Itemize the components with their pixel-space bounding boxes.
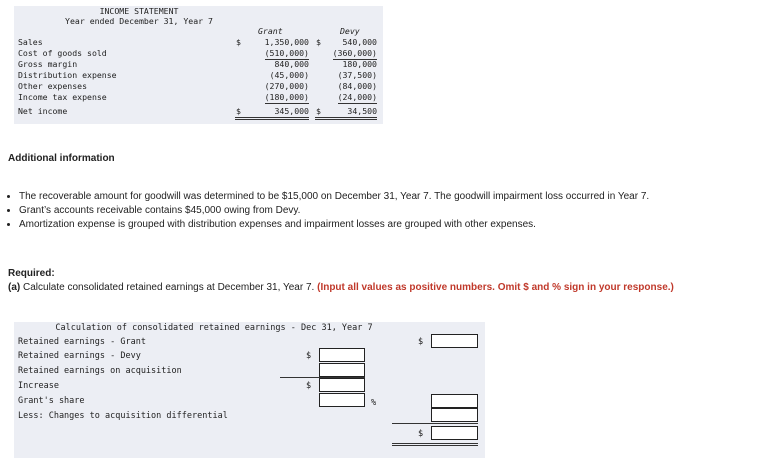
info-bullet-receivable: • Grant’s accounts receivable contains $45,000 owing from Devy. <box>19 205 731 217</box>
col-header-devy: Devy <box>340 26 360 36</box>
total-double-line <box>392 443 478 446</box>
statement-period: Year ended December 31, Year 7 <box>65 16 213 26</box>
calc-row-re-grant: Retained earnings - Grant <box>18 337 146 347</box>
re-grant-input[interactable] <box>431 334 478 348</box>
income-statement <box>14 6 383 124</box>
row-income-tax: Income tax expense (180,000) (24,000) <box>18 92 377 102</box>
row-distribution: Distribution expense (45,000) (37,500) <box>18 70 377 80</box>
calc-title: Calculation of consolidated retained earnings - Dec 31, Year 7 <box>55 323 373 333</box>
additional-info-list <box>8 191 731 233</box>
row-other-expenses: Other expenses (270,000) (84,000) <box>18 81 377 91</box>
statement-title: INCOME STATEMENT <box>99 6 179 16</box>
info-bullet-goodwill: • The recoverable amount for goodwill was determined to be $15,000 on December 31, Year 7. The goodwill impairment loss occurred in Year 7. <box>19 191 731 203</box>
total-line <box>392 423 478 424</box>
calc-row-grant-share: Grant's share <box>18 396 85 406</box>
calc-row-less-changes: Less: Changes to acquisition differential <box>18 411 228 421</box>
required-question: (a) Calculate consolidated retained earnings at December 31, Year 7. (Input all values as positive numbers. Omit $ and % sign in your response.) <box>8 282 674 293</box>
col-header-grant: Grant <box>258 26 283 36</box>
row-net-income: Net income $ 345,000 $ 34,500 <box>18 106 383 117</box>
additional-info-heading: Additional information <box>8 153 115 164</box>
consolidated-total-input[interactable] <box>431 426 478 440</box>
calc-row-increase: Increase <box>18 381 59 391</box>
required-heading: Required: <box>8 268 55 279</box>
row-cogs: Cost of goods sold (510,000) (360,000) <box>18 48 377 58</box>
grant-share-percent-input[interactable] <box>319 393 365 407</box>
row-gross-margin: Gross margin 840,000 180,000 <box>18 59 377 69</box>
row-sales: Sales $ 1,350,000 $ 540,000 <box>18 37 377 47</box>
grant-share-amount-input[interactable] <box>431 394 478 408</box>
re-acquisition-input[interactable] <box>319 363 365 377</box>
calc-row-re-devy: Retained earnings - Devy <box>18 351 141 361</box>
increase-input[interactable] <box>319 378 365 392</box>
calculation-table: Calculation of consolidated retained earnings - Dec 31, Year 7 Retained earnings - Grant $ Retained earnings - Devy $ Retained earnings on acquisition Increase $ Grant's share % Less: Changes to acquisition differential $ <box>14 322 485 458</box>
less-changes-input[interactable] <box>431 408 478 422</box>
re-devy-input[interactable] <box>319 348 365 362</box>
calc-row-re-acquisition: Retained earnings on acquisition <box>18 366 182 376</box>
info-bullet-grouping: • Amortization expense is grouped with distribution expenses and impairment losses are grouped with other expenses. <box>19 219 731 231</box>
